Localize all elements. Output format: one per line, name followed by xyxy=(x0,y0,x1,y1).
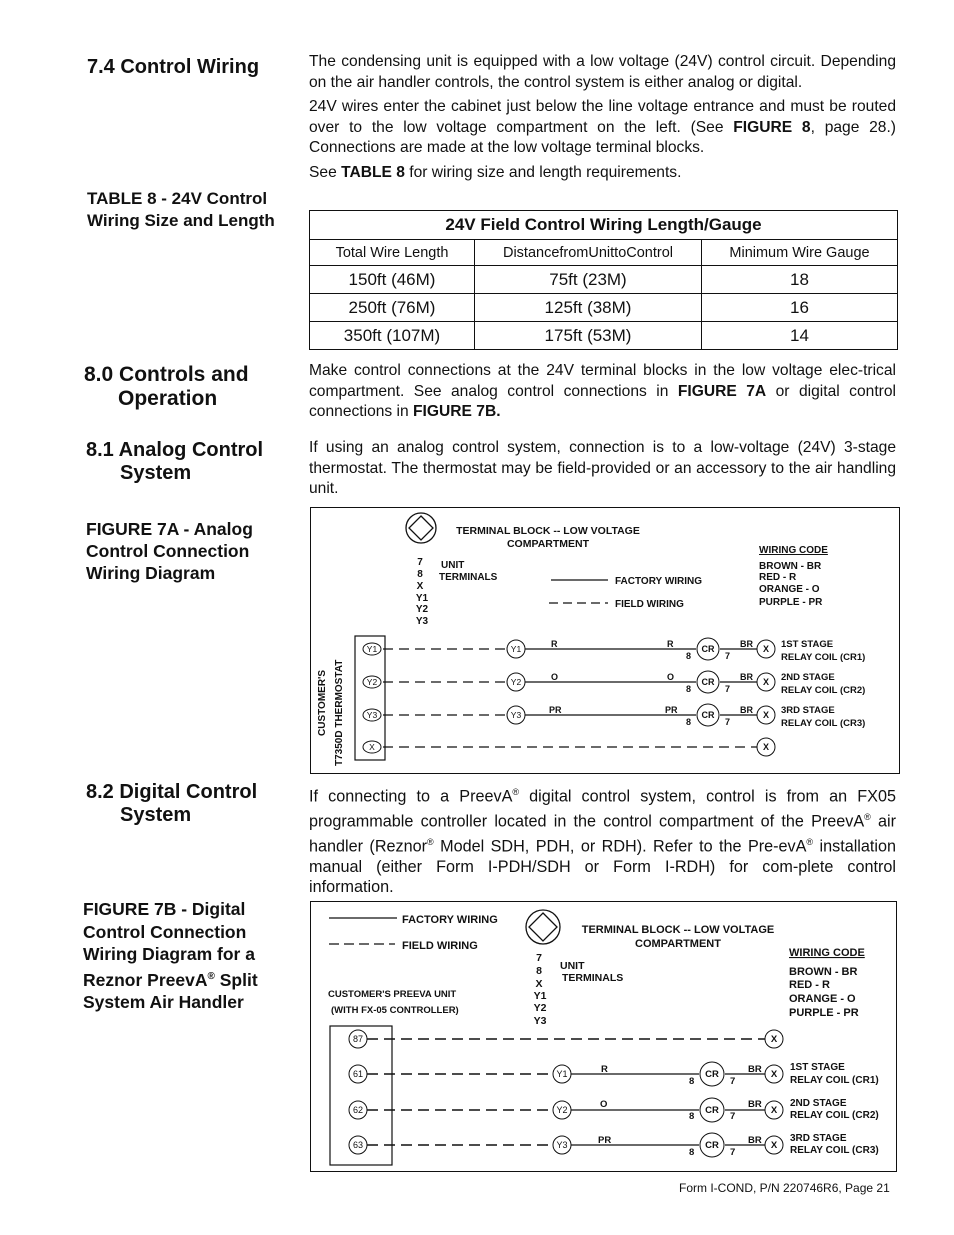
pin-label: 8 xyxy=(686,651,692,661)
stage-label: RELAY COIL (CR3) xyxy=(781,718,866,729)
section-8-0-para: Make control connections at the 24V terminal blocks in the low voltage elec-trical compartment. See analog control connections in FIGURE 7A or digital control connections in FIGURE 7B. xyxy=(309,362,896,420)
wire-color-label: O xyxy=(551,672,559,682)
table-cell: 16 xyxy=(702,294,898,322)
x-terminal: X xyxy=(770,1034,778,1045)
section-8-0-heading: 8.0 Controls and Operation xyxy=(84,363,249,410)
table-cell: 250ft (76M) xyxy=(310,294,475,322)
x-terminal: X xyxy=(770,1140,778,1151)
svg-text:Y2: Y2 xyxy=(415,604,429,615)
preeva-terminal: 63 xyxy=(352,1140,364,1150)
wiring-code-item: RED - R xyxy=(789,979,830,991)
table-header: DistancefromUnittoControl xyxy=(475,240,702,266)
svg-text:Y1: Y1 xyxy=(415,593,429,604)
wire-color-label: O xyxy=(667,672,675,682)
unit-terminals-label: UNIT xyxy=(560,960,585,972)
pin-label: 8 xyxy=(689,1111,695,1122)
unit-terminal: Y2 xyxy=(510,677,522,687)
figure-7b-wiring-diagram xyxy=(310,901,897,1172)
field-wiring-label: FIELD WIRING xyxy=(402,940,478,952)
x-terminal: X xyxy=(762,742,770,752)
pin-label: 8 xyxy=(686,684,692,694)
wire-color-label: R xyxy=(601,1064,608,1075)
br-label: BR xyxy=(748,1135,762,1146)
table-header: Total Wire Length xyxy=(310,240,475,266)
section-8-1-para: If using an analog control system, connection is to a low-voltage (24V) 3-stage thermostat. The thermostat may be field-provided or an accessory to the air handling unit. xyxy=(309,439,896,497)
table-row xyxy=(310,266,898,294)
br-label: BR xyxy=(740,705,753,715)
stage-label: 2ND STAGE xyxy=(781,672,835,683)
unit-terminals-label: UNIT xyxy=(441,560,465,571)
cr-relay: CR xyxy=(701,677,715,687)
factory-wiring-label: FACTORY WIRING xyxy=(615,576,703,587)
br-label: BR xyxy=(740,639,753,649)
pin-label: 8 xyxy=(689,1147,695,1158)
figure-7a-caption: FIGURE 7A - Analog Control Connection Wiring Diagram xyxy=(86,519,253,583)
wiring-code-title: WIRING CODE xyxy=(759,545,828,556)
svg-text:Y3: Y3 xyxy=(533,1015,547,1027)
br-label: BR xyxy=(740,672,753,682)
table-cell: 125ft (38M) xyxy=(475,294,702,322)
pin-label: 7 xyxy=(730,1111,736,1122)
wiring-code-item: ORANGE - O xyxy=(759,584,820,595)
x-terminal: X xyxy=(770,1105,778,1116)
stage-label: RELAY COIL (CR2) xyxy=(781,685,866,696)
terminal-block-icon xyxy=(406,513,436,543)
preeva-terminal: 87 xyxy=(352,1034,364,1044)
stage-label: RELAY COIL (CR2) xyxy=(790,1110,879,1121)
wiring-code-item: BROWN - BR xyxy=(759,561,822,572)
unit-terminal: Y1 xyxy=(510,644,522,654)
figure-7a-wiring-diagram xyxy=(310,507,900,774)
br-label: BR xyxy=(748,1099,762,1110)
unit-terminals-label: TERMINALS xyxy=(439,572,498,583)
factory-wiring-label: FACTORY WIRING xyxy=(402,914,498,926)
thermostat-terminal: X xyxy=(369,742,375,752)
cr-relay: CR xyxy=(701,644,715,654)
stage-label: 3RD STAGE xyxy=(790,1133,847,1144)
svg-text:Y1: Y1 xyxy=(533,990,547,1002)
svg-text:Y2: Y2 xyxy=(533,1002,547,1014)
unit-terminal: Y2 xyxy=(556,1105,568,1115)
svg-text:X: X xyxy=(416,581,424,592)
terminal-block-title: TERMINAL BLOCK -- LOW VOLTAGE xyxy=(456,525,640,537)
stage-label: 1ST STAGE xyxy=(781,639,834,650)
svg-text:8: 8 xyxy=(417,569,423,580)
stage-label: RELAY COIL (CR1) xyxy=(790,1075,879,1086)
section-8-2-para: If connecting to a PreevA® digital control system, control is from an FX05 programmable controller located in the control compartment of the PreevA® air handler (Reznor® Model SDH, PDH, or RDH). Refer to the Pre-evA® installation manual (either Form I-PDH/SDH or Form I-RDH) for com-plete control information. xyxy=(309,787,896,897)
x-terminal: X xyxy=(762,644,770,654)
svg-text:X: X xyxy=(535,978,543,990)
table-8-caption: TABLE 8 - 24V Control Wiring Size and Length xyxy=(87,189,275,230)
pin-label: 7 xyxy=(730,1076,736,1087)
table-header: Minimum Wire Gauge xyxy=(702,240,898,266)
br-label: BR xyxy=(748,1064,762,1075)
pin-label: 7 xyxy=(725,717,731,727)
wiring-code-item: BROWN - BR xyxy=(789,966,858,978)
wire-color-label: O xyxy=(600,1099,608,1110)
preeva-terminal: 61 xyxy=(352,1069,364,1079)
terminal-block-icon xyxy=(526,910,560,944)
table-cell: 150ft (46M) xyxy=(310,266,475,294)
cr-relay: CR xyxy=(705,1069,719,1080)
x-terminal: X xyxy=(770,1069,778,1080)
svg-text:7: 7 xyxy=(536,952,542,964)
table-row xyxy=(310,294,898,322)
pin-label: 7 xyxy=(725,684,731,694)
stage-label: 3RD STAGE xyxy=(781,705,835,716)
table-title: 24V Field Control Wiring Length/Gauge xyxy=(310,211,898,240)
terminal-block-title: COMPARTMENT xyxy=(506,538,590,550)
thermostat-terminal: Y1 xyxy=(366,644,378,654)
svg-text:7: 7 xyxy=(417,557,423,568)
table-cell: 14 xyxy=(702,322,898,350)
unit-terminal-list xyxy=(416,557,429,627)
stage-label: RELAY COIL (CR3) xyxy=(790,1145,879,1156)
section-8-2-heading: 8.2 Digital Control System xyxy=(86,781,258,826)
table-cell: 175ft (53M) xyxy=(475,322,702,350)
stage-label: RELAY COIL (CR1) xyxy=(781,652,866,663)
thermostat-label: CUSTOMER'S xyxy=(317,669,328,736)
table-cell: 350ft (107M) xyxy=(310,322,475,350)
cr-relay: CR xyxy=(701,710,715,720)
x-terminal: X xyxy=(762,677,770,687)
svg-text:Y3: Y3 xyxy=(415,616,429,627)
thermostat-terminal: Y2 xyxy=(366,677,378,687)
table-row xyxy=(310,322,898,350)
wire-color-label: PR xyxy=(598,1135,612,1146)
page-footer: Form I-COND, P/N 220746R6, Page 21 xyxy=(679,1181,890,1195)
unit-terminal-list xyxy=(534,952,547,1027)
preeva-terminal: 62 xyxy=(352,1105,364,1115)
pin-label: 7 xyxy=(725,651,731,661)
wiring-code-item: ORANGE - O xyxy=(789,993,856,1005)
section-7-4-body xyxy=(309,52,896,187)
cr-relay: CR xyxy=(705,1105,719,1116)
table-cell: 75ft (23M) xyxy=(475,266,702,294)
svg-text:8: 8 xyxy=(536,965,542,977)
thermostat-terminal: Y3 xyxy=(366,710,378,720)
x-terminal: X xyxy=(762,710,770,720)
stage-label: 1ST STAGE xyxy=(790,1062,845,1073)
section-8-1-heading: 8.1 Analog Control System xyxy=(86,439,264,484)
wiring-code-item: PURPLE - PR xyxy=(789,1007,859,1019)
section-7-4-para-2: 24V wires enter the cabinet just below the line voltage entrance and must be routed over to the low voltage compartment on the left. (See FIGURE 8, page 28.) Connections are made at the low voltage terminal blocks. xyxy=(309,98,896,156)
field-wiring-label: FIELD WIRING xyxy=(615,599,684,610)
thermostat-label: T7350D THERMOSTAT xyxy=(334,659,345,766)
wire-color-label: PR xyxy=(665,705,678,715)
unit-terminal: Y3 xyxy=(556,1140,568,1150)
section-7-4-para-1: The condensing unit is equipped with a low voltage (24V) control circuit. Depending on the air handler controls, the control system is either analog or digital. xyxy=(309,53,896,91)
wire-color-label: PR xyxy=(549,705,562,715)
section-7-4-para-3: See TABLE 8 for wiring size and length requirements. xyxy=(309,163,682,181)
unit-terminal: Y3 xyxy=(510,710,522,720)
wire-color-label: R xyxy=(667,639,674,649)
wiring-code-item: RED - R xyxy=(759,572,797,583)
pin-label: 8 xyxy=(686,717,692,727)
wire-color-label: R xyxy=(551,639,558,649)
unit-terminal: Y1 xyxy=(556,1069,568,1079)
cr-relay: CR xyxy=(705,1140,719,1151)
wiring-code-title: WIRING CODE xyxy=(789,947,865,959)
terminal-block-title: COMPARTMENT xyxy=(635,938,721,950)
figure-7b-caption: FIGURE 7B - Digital Control Connection Wiring Diagram for a Reznor PreevA® Split System Air Handler xyxy=(83,899,258,1012)
stage-label: 2ND STAGE xyxy=(790,1098,847,1109)
customer-unit-label: (WITH FX-05 CONTROLLER) xyxy=(331,1005,459,1016)
section-7-4-heading: 7.4 Control Wiring xyxy=(87,56,260,78)
pin-label: 7 xyxy=(730,1147,736,1158)
table-cell: 18 xyxy=(702,266,898,294)
wiring-code-item: PURPLE - PR xyxy=(759,597,823,608)
wire-gauge-table xyxy=(309,210,898,350)
terminal-block-title: TERMINAL BLOCK -- LOW VOLTAGE xyxy=(581,924,775,936)
unit-terminals-label: TERMINALS xyxy=(562,972,624,984)
pin-label: 8 xyxy=(689,1076,695,1087)
customer-unit-label: CUSTOMER'S PREEVA UNIT xyxy=(328,989,457,1000)
